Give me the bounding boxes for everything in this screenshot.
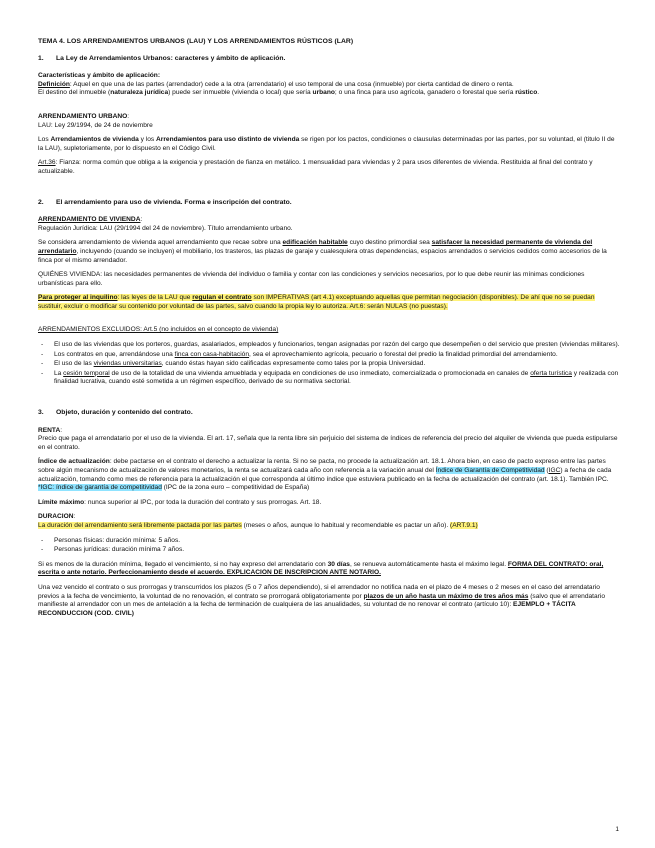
document-page <box>38 38 620 624</box>
rent-paragraph: Precio que paga el arrendatario por el uso de la vivienda. El art. 17, señala que la renta libre sin perjuicio del sistema de índices de referencia del precio del alquiler de vivienda que pueda estipularse en el contrato. <box>38 435 618 451</box>
urban-lease-title: ARRENDAMIENTO URBANO <box>38 112 128 120</box>
list-item: - El uso de las viviendas universitarias, cuando éstas hayan sido calificadas expresamente como tales por la propia Universidad. <box>38 360 620 369</box>
definition-paragraph: Definición: Aquel en que una de las partes (arrendador) cede a la otra (arrendatario) el uso temporal de una cosa (inmueble) por cierta cantidad de dinero o renta. <box>38 80 514 88</box>
page-number: 1 <box>615 826 619 833</box>
rent-block: RENTA: Precio que paga el arrendatario por el uso de la vivienda. El art. 17, señala que la renta libre sin perjuicio del sistema de índices de referencia del precio del alquiler de vivienda que pueda estipularse en el contrato. <box>38 427 620 453</box>
list-item: - El uso de las viviendas que los porteros, guardas, asalariados, empleados y funcionarios, tengan asignadas por razón del cargo que desempeñen o del servicio que presten (viviendas militares). <box>38 341 620 350</box>
characteristics-title: Características y ámbito de aplicación: <box>38 72 161 80</box>
update-index-paragraph: Índice de actualización: debe pactarse en el contrato el derecho a actualizar la renta. Si no se pacta, no procede la actualización art. 18.1. Ahora bien, en caso de pacto expreso entre las partes sobre algún mecanismo de actualización de valores monetarios, la renta se actualizará cada año con referencia a la variación anual del Índice de Garantía de Competitividad (IGC) a fecha de cada actualización, tomando como mes de referencia para la actualización el que corresponda al último índice que estuviera publicado en la fecha de actualización del contrato (art. 18.1). También IPC. <box>38 458 612 483</box>
max-limit-paragraph: Límite máximo: nunca superior al IPC, por toda la duración del contrato y sus prorrogas. Art. 18. <box>38 498 322 506</box>
rent-title: RENTA <box>38 426 61 434</box>
minimum-duration-list <box>38 537 620 555</box>
duration-block: DURACION: La duración del arrendamiento será libremente pactada por las partes (meses o años, aunque lo habitual y recomendable es pactar un año). (ART.9.1) <box>38 513 620 530</box>
section-1-number: 1. <box>38 54 44 62</box>
excluded-leases-title: ARRENDAMIENTOS EXCLUIDOS: Art.5 (no incluidos en el concepto de vivienda) <box>38 326 279 334</box>
housing-definition-paragraph: Se considera arrendamiento de vivienda aquel arrendamiento que recae sobre una edificación habitable cuyo destino primordial sea satisfacer la necesidad permanente de vivienda del arrendatario, incluyendo (cuando se incluyen) el mobiliario, los trasteros, las plazas de garaje y cualesquiera otras dependencias, espacios arrendados o servicios cedidos como accesorios de la finca por el mismo arrendador. <box>38 239 607 264</box>
duration-title: DURACION <box>38 513 74 521</box>
art36-paragraph: Art.36: Fianza: norma común que obliga a la exigencia y prestación de fianza en metálico. 1 mensualidad para viviendas y 2 para usos diferentes de vivienda. Restituida al final del contrato y actualizable. <box>38 159 593 175</box>
section-1-heading <box>38 55 620 64</box>
leases-paragraph: Los Arrendamientos de vivienda y los Arrendamientos para uso distinto de vivienda se rigen por los pactos, condiciones o clausulas determinadas por las partes, por su voluntad, el (titulo II de la LAU), supletoriamente, por lo dispuesto en el Código Civil. <box>38 136 615 152</box>
update-index-block <box>38 458 620 492</box>
destination-paragraph: El destino del inmueble (naturaleza jurídica) puede ser inmueble (vivienda o local) que sería urbano; o una finca para uso agrícola, ganadero o forestal que sería rústico. <box>38 89 540 97</box>
list-item: - La cesión temporal de uso de la totalidad de una vivienda amueblada y equipada en condiciones de uso inmediato, comercializada o promocionada en canales de oferta turística y realizada con finalidad lucrativa, cuando esté sometida a un régimen específico, derivado de su normativa sectorial. <box>38 370 620 387</box>
renewal-paragraph: Si es menos de la duración mínima, llegado el vencimiento, si no hay expreso del arrendatario con 30 días, se renueva automáticamente hasta el máximo legal. FORMA DEL CONTRATO: oral, escrita o ante notario. Perfeccionamiento desde el acuerdo. EXPLICACION DE INSCRIPCION ANTE NOTARIO. <box>38 560 604 577</box>
list-item: - Personas físicas: duración mínima: 5 años. <box>38 537 620 546</box>
document-title: TEMA 4. LOS ARRENDAMIENTOS URBANOS (LAU) Y LOS ARRENDAMIENTOS RÚSTICOS (LAR) <box>38 38 354 45</box>
section-2-heading: 2. El arrendamiento para uso de vivienda. Forma e inscripción del contrato. <box>38 198 292 206</box>
section-3-heading: 3. Objeto, duración y contenido del contrato. <box>38 409 193 417</box>
igc-note: *IGC: índice de garantía de competitividad (IPC de la zona euro – competitividad de España) <box>38 484 310 492</box>
excluded-leases-list <box>38 341 620 387</box>
list-item: - Personas jurídicas: duración mínima 7 años. <box>38 546 620 555</box>
urban-lease-block: ARRENDAMIENTO URBANO: LAU: Ley 29/1994, de 24 de noviembre <box>38 113 620 130</box>
housing-lease-title: ARRENDAMIENTO DE VIVIENDA <box>38 216 141 224</box>
quienes-paragraph: QUIÉNES VIVIENDA: las necesidades permanentes de vivienda del individuo o familia y contar con las condiciones y servicios necesarios, por lo que debe reunir las mínimas condiciones urbanísticas para ello. <box>38 271 585 287</box>
characteristics-block <box>38 72 620 98</box>
regulation-line: Regulación Jurídica: LAU (29/1994 del 24 de noviembre). Título arrendamiento urbano. <box>38 224 293 232</box>
duration-paragraph: La duración del arrendamiento será libremente pactada por las partes (meses o años, aunque lo habitual y recomendable es pactar un año). (ART.9.1) <box>38 521 478 529</box>
lau-reference: LAU: Ley 29/1994, de 24 de noviembre <box>38 121 153 129</box>
tenant-protection-paragraph: Para proteger al inquilino: las leyes de la LAU que regulan el contrato son IMPERATIVAS (art 4.1) exceptuando aquellas que permitan negociación (disponibles). De ahí que no se puedan sustituir, excluir o modificar su contenido por voluntad de las partes, salvo cuando la propia ley lo autoriza. Art.6: serán NULAS (no puestas). <box>38 294 595 310</box>
list-item: - Los contratos en que, arrendándose una finca con casa-habitación, sea el aprovechamiento agrícola, pecuario o forestal del predio la finalidad primordial del arrendamiento. <box>38 351 620 360</box>
housing-lease-block: ARRENDAMIENTO DE VIVIENDA: Regulación Jurídica: LAU (29/1994 del 24 de noviembre). Título arrendamiento urbano. <box>38 216 620 233</box>
section-1-title: La Ley de Arrendamientos Urbanos: caracteres y ámbito de aplicación. <box>56 54 286 62</box>
extension-paragraph: Una vez vencido el contrato o sus prorrogas y transcurridos los plazos (5 o 7 años dependiendo), si el arrendador no notifica nada en el plazo de 4 meses o 2 meses en el caso del arrendatario previos a la fecha de vencimiento, la voluntad de no renovación, el contrato se prorrogará obligatoriamente por plazos de un año hasta un máximo de tres años más (salvo que el arrendatario manifieste al arrendador con un mes de antelación a la fecha de terminación de cualquiera de las anualidades, su voluntad de no renovar el contrato (artículo 10): EJEMPLO + TÁCITA RECONDUCCION (COD. CIVIL) <box>38 583 605 617</box>
